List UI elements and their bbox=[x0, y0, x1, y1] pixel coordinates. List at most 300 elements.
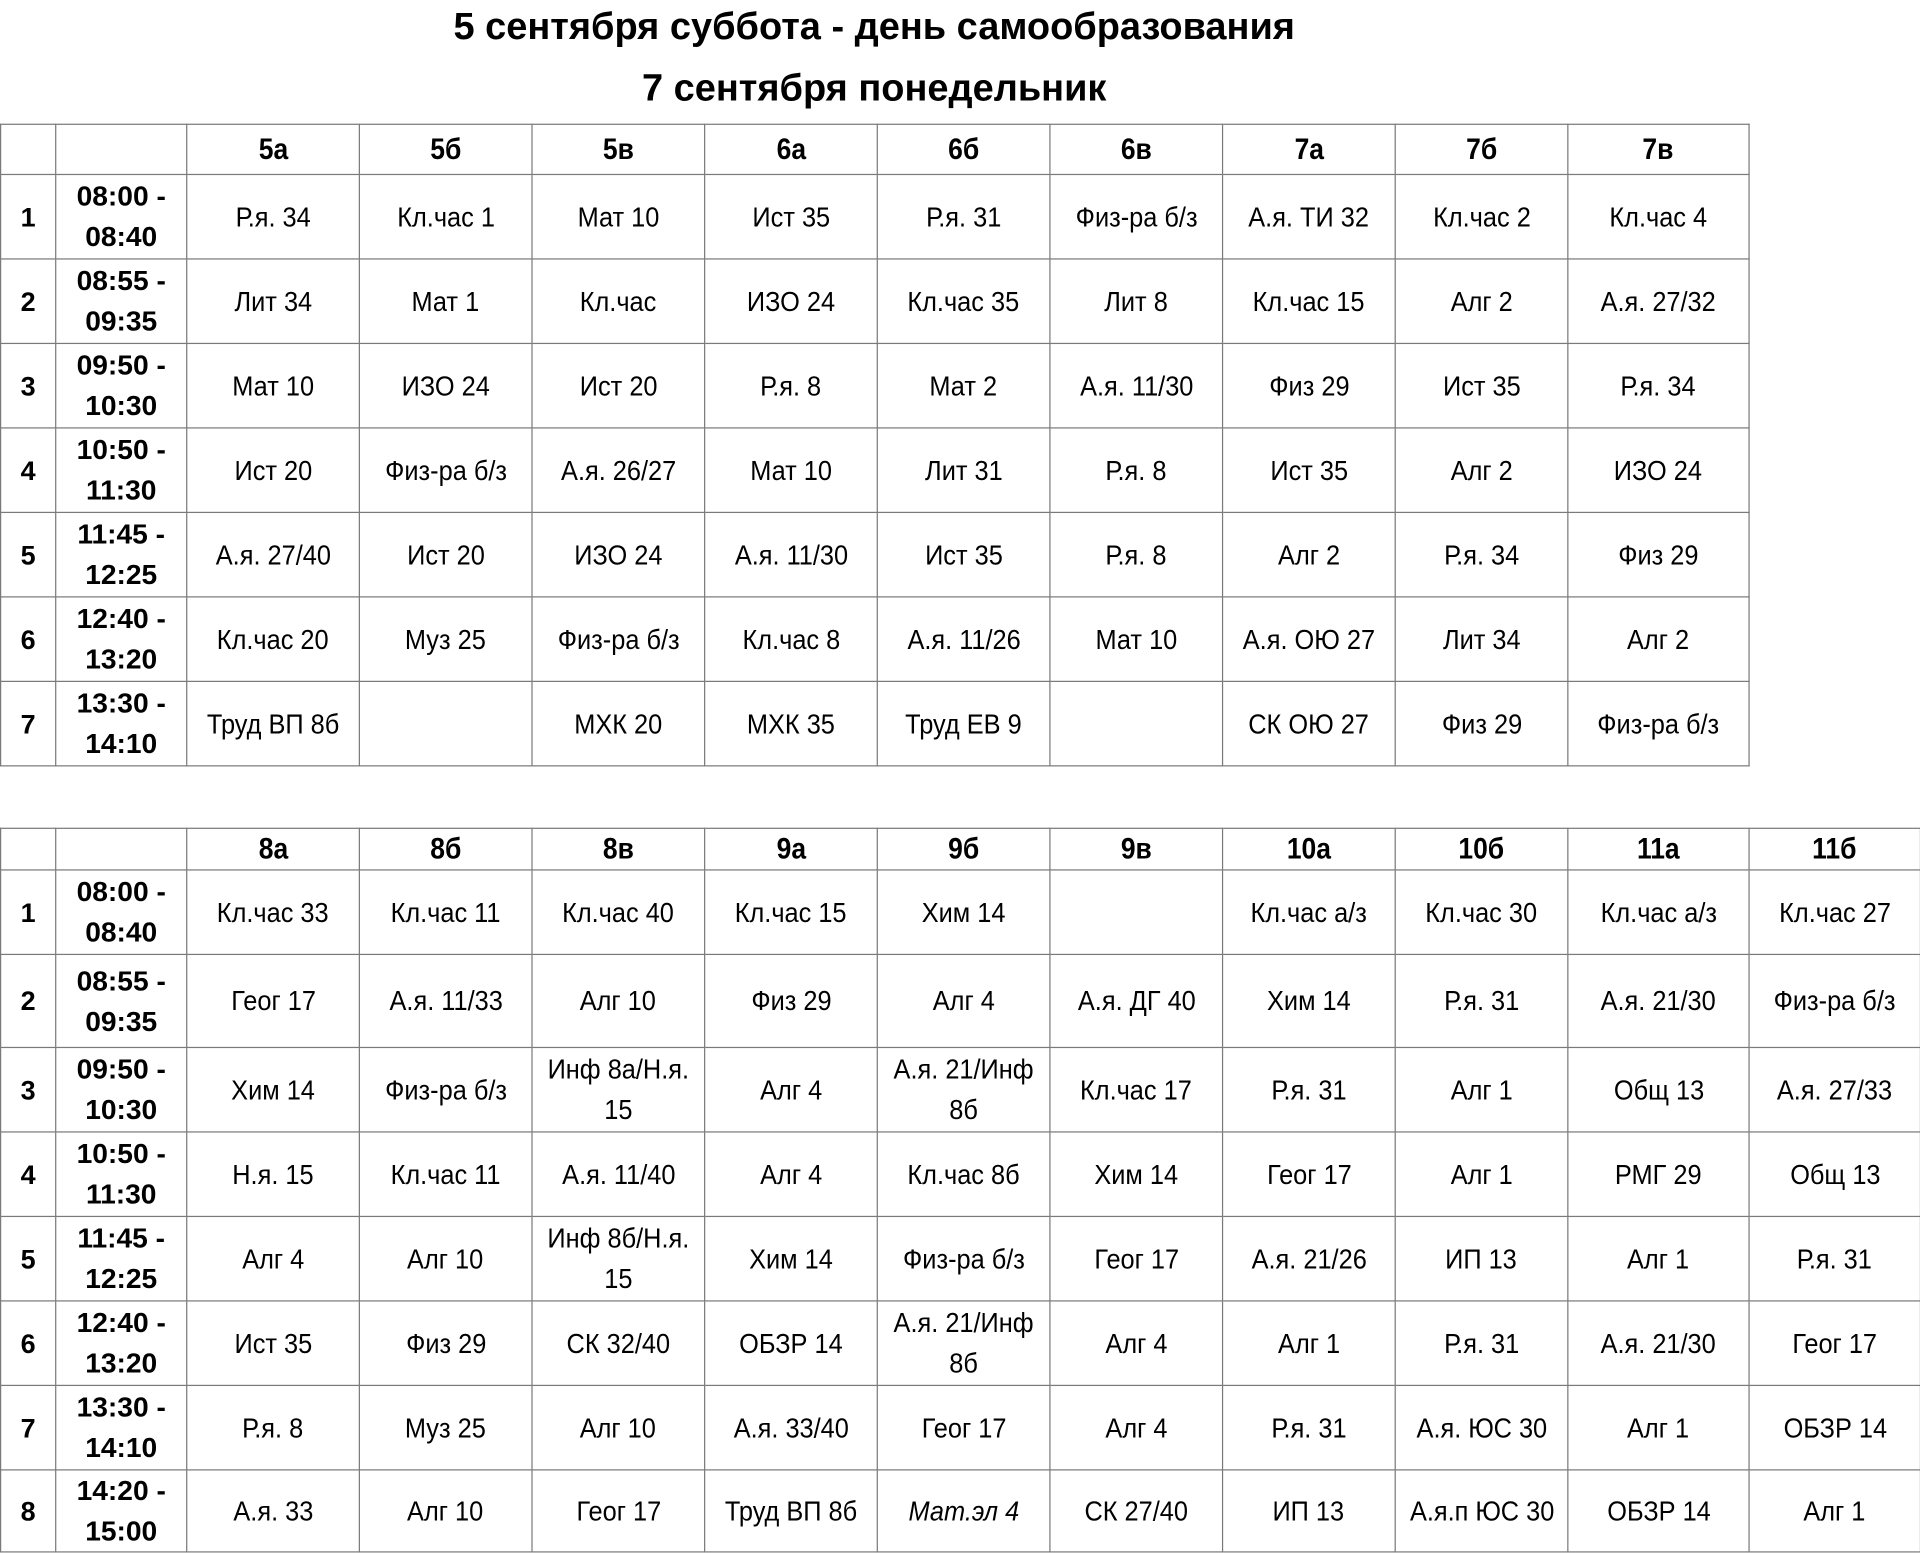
lesson-number: 1 bbox=[1, 174, 56, 258]
lesson-text: Физ 29 bbox=[1268, 369, 1350, 401]
lesson-cell bbox=[1395, 870, 1568, 954]
lesson-cell bbox=[1050, 1301, 1223, 1385]
lesson-cell bbox=[1050, 1047, 1223, 1131]
header-row bbox=[1, 828, 1920, 870]
lesson-cell bbox=[532, 343, 705, 427]
corner-num bbox=[1, 828, 56, 870]
lesson-cell bbox=[1050, 954, 1223, 1047]
lesson-number: 2 bbox=[1, 259, 56, 343]
table-row bbox=[1, 1470, 1920, 1552]
lesson-cell bbox=[359, 174, 532, 258]
lesson-number: 6 bbox=[1, 597, 56, 681]
table-row bbox=[1, 174, 1749, 258]
lesson-text: Мат 1 bbox=[411, 284, 480, 317]
lesson-time-end: 09:35 bbox=[85, 304, 158, 337]
lesson-cell bbox=[532, 1301, 705, 1385]
lesson-cell bbox=[705, 681, 878, 765]
lesson-cell bbox=[1050, 512, 1223, 596]
class-header-label: 5а bbox=[258, 132, 288, 166]
lesson-text: Геог 17 bbox=[1093, 1242, 1179, 1274]
table-row bbox=[1, 1301, 1920, 1385]
lesson-cell bbox=[532, 681, 705, 765]
lesson-text: Лит 8 bbox=[1104, 284, 1169, 317]
lesson-time-start: 13:30 - bbox=[76, 1390, 166, 1423]
lesson-text: А.я. 33 bbox=[233, 1494, 314, 1527]
lesson-text: Мат 10 bbox=[1095, 622, 1178, 655]
class-header bbox=[1568, 124, 1749, 174]
lesson-text: Физ 29 bbox=[750, 984, 832, 1017]
schedule-table-grades-5-7 bbox=[0, 124, 1750, 767]
lesson-text: Инф 8б/Н.я. 15 bbox=[547, 1221, 690, 1295]
class-header-label: 6б bbox=[948, 132, 980, 166]
lesson-cell bbox=[877, 870, 1050, 954]
class-header bbox=[359, 124, 532, 174]
lesson-text: Р.я. 8 bbox=[1105, 538, 1167, 570]
class-header-label: 9в bbox=[1120, 832, 1152, 866]
lesson-text: Р.я. 34 bbox=[235, 200, 311, 233]
lesson-text: Алг 2 bbox=[1627, 622, 1690, 655]
class-header bbox=[1749, 828, 1920, 870]
lesson-text: МХК 20 bbox=[574, 707, 663, 739]
class-header-label: 5в bbox=[602, 132, 634, 166]
lesson-cell bbox=[1749, 870, 1920, 954]
lesson-cell bbox=[877, 597, 1050, 681]
class-header bbox=[359, 828, 532, 870]
lesson-time bbox=[56, 1470, 187, 1552]
lesson-text: Мат.эл 4 bbox=[908, 1494, 1019, 1527]
lesson-cell bbox=[1749, 1047, 1920, 1131]
lesson-cell bbox=[359, 1301, 532, 1385]
lesson-cell bbox=[1050, 1385, 1223, 1469]
lesson-text: ИЗО 24 bbox=[574, 538, 663, 570]
lesson-text: Алг 4 bbox=[1105, 1411, 1168, 1443]
lesson-cell bbox=[877, 954, 1050, 1047]
lesson-text: Ист 20 bbox=[579, 369, 658, 401]
lesson-text: Р.я. 31 bbox=[1271, 1073, 1347, 1106]
lesson-cell bbox=[1395, 954, 1568, 1047]
lesson-cell bbox=[1568, 681, 1749, 765]
lesson-text: Алг 2 bbox=[1277, 538, 1340, 570]
lesson-cell bbox=[877, 512, 1050, 596]
corner-num bbox=[1, 124, 56, 174]
lesson-text: Р.я. 34 bbox=[1443, 538, 1520, 570]
lesson-text: ОБЗР 14 bbox=[1606, 1494, 1711, 1527]
lesson-time-start: 11:45 - bbox=[77, 1221, 166, 1254]
lesson-text: Кл.час 40 bbox=[562, 895, 675, 928]
lesson-cell bbox=[1568, 174, 1749, 258]
lesson-cell bbox=[877, 1470, 1050, 1552]
lesson-time bbox=[56, 870, 187, 954]
lesson-cell bbox=[1568, 512, 1749, 596]
class-header-label: 6а bbox=[776, 132, 806, 166]
lesson-text: Лит 34 bbox=[234, 284, 312, 317]
table-row bbox=[1, 428, 1749, 512]
lesson-cell bbox=[1568, 954, 1749, 1047]
lesson-cell bbox=[1223, 1301, 1396, 1385]
lesson-cell bbox=[1395, 259, 1568, 343]
lesson-time bbox=[56, 428, 187, 512]
lesson-cell bbox=[532, 1047, 705, 1131]
lesson-cell bbox=[1050, 428, 1223, 512]
lesson-text: Мат 2 bbox=[929, 369, 998, 401]
header-row bbox=[1, 124, 1749, 174]
lesson-cell bbox=[1223, 174, 1396, 258]
class-header-label: 11б bbox=[1812, 832, 1857, 866]
lesson-cell bbox=[1223, 259, 1396, 343]
lesson-time-end: 09:35 bbox=[85, 1004, 158, 1037]
lesson-text: Алг 4 bbox=[759, 1073, 823, 1106]
lesson-time-start: 13:30 - bbox=[76, 686, 166, 719]
lesson-cell bbox=[1050, 1216, 1223, 1300]
lesson-text: Геог 17 bbox=[575, 1494, 661, 1527]
class-header-label: 7в bbox=[1642, 132, 1674, 166]
lesson-time-start: 08:55 - bbox=[76, 264, 166, 297]
lesson-cell bbox=[705, 1216, 878, 1300]
lesson-text: Алг 4 bbox=[932, 984, 995, 1017]
lesson-cell bbox=[187, 954, 360, 1047]
lesson-cell bbox=[532, 428, 705, 512]
lesson-text: А.я. 11/33 bbox=[389, 984, 503, 1017]
lesson-cell bbox=[187, 1132, 360, 1216]
lesson-cell bbox=[1749, 1301, 1920, 1385]
lesson-cell bbox=[359, 1216, 532, 1300]
lesson-text: Геог 17 bbox=[921, 1411, 1006, 1443]
lesson-text: Р.я. 31 bbox=[1443, 984, 1520, 1017]
lesson-cell bbox=[1568, 870, 1749, 954]
lesson-cell bbox=[359, 1385, 532, 1469]
lesson-cell bbox=[1749, 954, 1920, 1047]
class-header bbox=[705, 828, 878, 870]
lesson-text: Ист 35 bbox=[924, 538, 1003, 570]
lesson-text: А.я. 33/40 bbox=[733, 1411, 849, 1443]
lesson-cell bbox=[1568, 343, 1749, 427]
lesson-cell bbox=[187, 428, 360, 512]
lesson-text: Алг 4 bbox=[759, 1157, 823, 1190]
lesson-cell bbox=[1223, 1132, 1396, 1216]
lesson-cell bbox=[1223, 428, 1396, 512]
class-header-label: 8б bbox=[430, 832, 462, 866]
lesson-cell bbox=[187, 1216, 360, 1300]
lesson-time-end: 08:40 bbox=[85, 220, 158, 253]
lesson-text: А.я.п ЮС 30 bbox=[1409, 1494, 1554, 1527]
table-row bbox=[1, 1132, 1920, 1216]
lesson-time-end: 14:10 bbox=[85, 727, 158, 760]
lesson-text: Труд ЕВ 9 bbox=[905, 707, 1022, 739]
lesson-cell bbox=[1568, 1216, 1749, 1300]
lesson-time bbox=[56, 1301, 187, 1385]
lesson-cell bbox=[187, 512, 360, 596]
lesson-number: 8 bbox=[1, 1470, 56, 1552]
lesson-time bbox=[56, 1132, 187, 1216]
lesson-cell bbox=[1223, 1385, 1396, 1469]
lesson-text: Р.я. 8 bbox=[1105, 453, 1167, 486]
lesson-cell bbox=[1223, 870, 1396, 954]
lesson-time-start: 08:00 - bbox=[76, 179, 166, 212]
lesson-cell bbox=[1050, 597, 1223, 681]
lesson-time bbox=[56, 174, 187, 258]
lesson-cell bbox=[705, 174, 878, 258]
class-header bbox=[532, 828, 705, 870]
lesson-cell bbox=[877, 343, 1050, 427]
lesson-cell bbox=[1395, 428, 1568, 512]
lesson-time bbox=[56, 512, 187, 596]
corner-time bbox=[56, 828, 187, 870]
lesson-cell bbox=[705, 870, 878, 954]
lesson-text: Алг 4 bbox=[241, 1242, 305, 1274]
table-row bbox=[1, 597, 1749, 681]
lesson-cell bbox=[1749, 1385, 1920, 1469]
lesson-time-start: 08:55 - bbox=[76, 964, 166, 997]
lesson-number: 6 bbox=[1, 1301, 56, 1385]
lesson-number: 4 bbox=[1, 428, 56, 512]
lesson-text: ИЗО 24 bbox=[401, 369, 490, 401]
lesson-text: А.я. 11/26 bbox=[906, 622, 1021, 655]
lesson-cell bbox=[1395, 1216, 1568, 1300]
lesson-time bbox=[56, 1216, 187, 1300]
table-row bbox=[1, 1047, 1920, 1131]
lesson-text: Мат 10 bbox=[577, 200, 660, 233]
class-header bbox=[1568, 828, 1749, 870]
lesson-text: Кл.час а/з bbox=[1600, 895, 1717, 928]
lesson-text: Алг 2 bbox=[1450, 284, 1513, 317]
lesson-time-start: 09:50 - bbox=[76, 348, 166, 381]
lesson-cell bbox=[1223, 1470, 1396, 1552]
lesson-text: Алг 1 bbox=[1803, 1494, 1866, 1527]
lesson-text: Кл.час 11 bbox=[390, 895, 501, 928]
lesson-text: Алг 10 bbox=[580, 1411, 657, 1443]
lesson-text: Геог 17 bbox=[1266, 1157, 1352, 1190]
lesson-time-start: 10:50 - bbox=[76, 1137, 166, 1170]
lesson-text: Р.я. 31 bbox=[1797, 1242, 1873, 1274]
lesson-cell bbox=[877, 681, 1050, 765]
lesson-cell bbox=[359, 681, 532, 765]
lesson-text: А.я. 11/30 bbox=[1079, 369, 1193, 401]
lesson-text: А.я. 27/33 bbox=[1777, 1073, 1893, 1106]
lesson-text: Геог 17 bbox=[1792, 1326, 1878, 1359]
lesson-text: А.я. 21/Инф 8б bbox=[893, 1052, 1034, 1126]
class-header-label: 10а bbox=[1286, 832, 1331, 866]
lesson-text: СК 27/40 bbox=[1084, 1494, 1189, 1527]
lesson-cell bbox=[532, 954, 705, 1047]
lesson-text: Н.я. 15 bbox=[232, 1157, 314, 1190]
lesson-time bbox=[56, 681, 187, 765]
table-row bbox=[1, 512, 1749, 596]
lesson-cell bbox=[187, 1047, 360, 1131]
lesson-text: Труд ВП 8б bbox=[724, 1494, 858, 1527]
lesson-text: Кл.час а/з bbox=[1250, 895, 1368, 928]
lesson-text: Алг 4 bbox=[1105, 1326, 1168, 1359]
lesson-text: Кл.час 30 bbox=[1425, 895, 1538, 928]
lesson-cell bbox=[187, 259, 360, 343]
lesson-text: ОБЗР 14 bbox=[739, 1326, 843, 1359]
lesson-text: Кл.час 15 bbox=[1252, 284, 1365, 317]
lesson-cell bbox=[877, 1216, 1050, 1300]
lesson-text: Кл.час 4 bbox=[1609, 200, 1708, 233]
lesson-text: Кл.час 11 bbox=[390, 1157, 501, 1190]
lesson-text: Р.я. 31 bbox=[1271, 1411, 1347, 1443]
lesson-number: 7 bbox=[1, 681, 56, 765]
corner-time bbox=[56, 124, 187, 174]
lesson-cell bbox=[187, 870, 360, 954]
class-header-label: 8а bbox=[258, 832, 288, 866]
lesson-text: А.я. 27/40 bbox=[215, 538, 331, 570]
lesson-text: Хим 14 bbox=[1094, 1157, 1179, 1190]
lesson-cell bbox=[1050, 1470, 1223, 1552]
lesson-text: Ист 35 bbox=[1442, 369, 1521, 401]
lesson-text: Физ-ра б/з bbox=[902, 1242, 1025, 1274]
class-header-label: 7а bbox=[1294, 132, 1324, 166]
lesson-text: Р.я. 8 bbox=[760, 369, 822, 401]
lesson-text: Хим 14 bbox=[749, 1242, 833, 1274]
lesson-cell bbox=[1395, 1132, 1568, 1216]
lesson-cell bbox=[705, 259, 878, 343]
table-row bbox=[1, 1385, 1920, 1469]
lesson-time-end: 13:20 bbox=[85, 642, 158, 675]
lesson-cell bbox=[1568, 1132, 1749, 1216]
lesson-time-start: 08:00 - bbox=[76, 875, 166, 908]
lesson-cell bbox=[359, 512, 532, 596]
lesson-cell bbox=[1568, 428, 1749, 512]
lesson-cell bbox=[1568, 1047, 1749, 1131]
lesson-cell bbox=[705, 428, 878, 512]
lesson-text: А.я. 11/30 bbox=[734, 538, 848, 570]
lesson-cell bbox=[532, 259, 705, 343]
lesson-text: А.я. ОЮ 27 bbox=[1242, 622, 1376, 655]
lesson-time-end: 15:00 bbox=[85, 1514, 158, 1547]
lesson-time-start: 14:20 - bbox=[76, 1474, 166, 1507]
lesson-cell bbox=[359, 1470, 532, 1552]
lesson-text: Инф 8а/Н.я. 15 bbox=[547, 1052, 690, 1126]
lesson-time-end: 12:25 bbox=[85, 1262, 158, 1295]
lesson-text: Кл.час 15 bbox=[735, 895, 847, 928]
lesson-text: Р.я. 8 bbox=[242, 1411, 304, 1443]
lesson-text: Физ-ра б/з bbox=[384, 1073, 507, 1106]
lesson-text: Лит 31 bbox=[924, 453, 1003, 486]
lesson-time bbox=[56, 343, 187, 427]
lesson-cell bbox=[705, 597, 878, 681]
lesson-text: Р.я. 31 bbox=[1443, 1326, 1520, 1359]
lesson-cell bbox=[1050, 870, 1223, 954]
lesson-text: Алг 10 bbox=[407, 1242, 484, 1274]
lesson-cell bbox=[1050, 343, 1223, 427]
lesson-number: 5 bbox=[1, 512, 56, 596]
lesson-cell bbox=[1395, 174, 1568, 258]
lesson-text: Алг 1 bbox=[1627, 1411, 1690, 1443]
lesson-text: Р.я. 31 bbox=[926, 200, 1002, 233]
lesson-text: Алг 10 bbox=[580, 984, 657, 1017]
lesson-time-start: 11:45 - bbox=[77, 517, 166, 550]
lesson-number: 3 bbox=[1, 343, 56, 427]
lesson-cell bbox=[187, 681, 360, 765]
lesson-text: Алг 10 bbox=[407, 1494, 484, 1527]
lesson-text: Физ 29 bbox=[1618, 538, 1699, 570]
lesson-cell bbox=[705, 343, 878, 427]
lesson-text: Лит 34 bbox=[1442, 622, 1521, 655]
lesson-text: МХК 35 bbox=[746, 707, 835, 739]
lesson-cell bbox=[532, 597, 705, 681]
table-row bbox=[1, 343, 1749, 427]
lesson-text: Муз 25 bbox=[405, 622, 487, 655]
lesson-time bbox=[56, 954, 187, 1047]
lesson-time-end: 08:40 bbox=[85, 915, 158, 948]
lesson-number: 4 bbox=[1, 1132, 56, 1216]
lesson-cell bbox=[532, 870, 705, 954]
lesson-cell bbox=[532, 512, 705, 596]
lesson-cell bbox=[1223, 1216, 1396, 1300]
lesson-cell bbox=[532, 1470, 705, 1552]
lesson-cell bbox=[1395, 343, 1568, 427]
lesson-text: Кл.час 33 bbox=[217, 895, 329, 928]
lesson-text: Ист 35 bbox=[234, 1326, 312, 1359]
lesson-text: Ист 35 bbox=[1270, 453, 1348, 486]
lesson-cell bbox=[877, 428, 1050, 512]
lesson-cell bbox=[705, 1047, 878, 1131]
lesson-cell bbox=[705, 1301, 878, 1385]
lesson-text: СК 32/40 bbox=[566, 1326, 671, 1359]
lesson-text: ИЗО 24 bbox=[746, 284, 836, 317]
lesson-text: А.я. 11/40 bbox=[561, 1157, 675, 1190]
lesson-time bbox=[56, 1385, 187, 1469]
lesson-time-start: 10:50 - bbox=[76, 433, 166, 466]
lesson-cell bbox=[705, 1385, 878, 1469]
page-title: 5 сентября суббота - день самообразования bbox=[453, 4, 1295, 48]
lesson-text: Алг 1 bbox=[1627, 1242, 1690, 1274]
lesson-text: Физ 29 bbox=[1441, 707, 1522, 739]
lesson-cell bbox=[1223, 681, 1396, 765]
page-subtitle: 7 сентября понедельник bbox=[642, 66, 1107, 109]
lesson-text: ОБЗР 14 bbox=[1783, 1411, 1887, 1443]
lesson-cell bbox=[359, 954, 532, 1047]
lesson-text: А.я. 21/30 bbox=[1600, 984, 1717, 1017]
lesson-cell bbox=[877, 174, 1050, 258]
lesson-text: А.я. ДГ 40 bbox=[1077, 984, 1196, 1017]
lesson-cell bbox=[1568, 259, 1749, 343]
lesson-cell bbox=[359, 259, 532, 343]
lesson-text: ИЗО 24 bbox=[1614, 453, 1703, 486]
lesson-text: А.я. 21/26 bbox=[1251, 1242, 1367, 1274]
lesson-text: Хим 14 bbox=[231, 1073, 315, 1106]
lesson-cell bbox=[359, 343, 532, 427]
lesson-number: 3 bbox=[1, 1047, 56, 1131]
lesson-time-end: 13:20 bbox=[85, 1346, 158, 1379]
lesson-cell bbox=[187, 1470, 360, 1552]
lesson-cell bbox=[877, 1132, 1050, 1216]
lesson-cell bbox=[532, 174, 705, 258]
lesson-time-end: 10:30 bbox=[85, 389, 158, 422]
lesson-cell bbox=[1223, 343, 1396, 427]
lesson-text: Хим 14 bbox=[1267, 984, 1351, 1017]
lesson-cell bbox=[1050, 174, 1223, 258]
lesson-cell bbox=[1749, 1216, 1920, 1300]
lesson-cell bbox=[705, 512, 878, 596]
schedule-table-grades-8-11 bbox=[0, 828, 1920, 1553]
lesson-text: Ист 35 bbox=[752, 200, 830, 233]
lesson-cell bbox=[877, 259, 1050, 343]
lesson-cell bbox=[187, 174, 360, 258]
class-header bbox=[1050, 828, 1223, 870]
lesson-time bbox=[56, 259, 187, 343]
lesson-cell bbox=[1050, 1132, 1223, 1216]
lesson-text: Алг 1 bbox=[1450, 1157, 1513, 1190]
lesson-text: А.я. ЮС 30 bbox=[1416, 1411, 1547, 1443]
class-header bbox=[532, 124, 705, 174]
lesson-cell bbox=[1223, 512, 1396, 596]
class-header-label: 11а bbox=[1637, 832, 1680, 866]
class-header bbox=[187, 828, 360, 870]
lesson-cell bbox=[1395, 681, 1568, 765]
lesson-text: Физ 29 bbox=[405, 1326, 486, 1359]
lesson-text: Р.я. 34 bbox=[1620, 369, 1697, 401]
